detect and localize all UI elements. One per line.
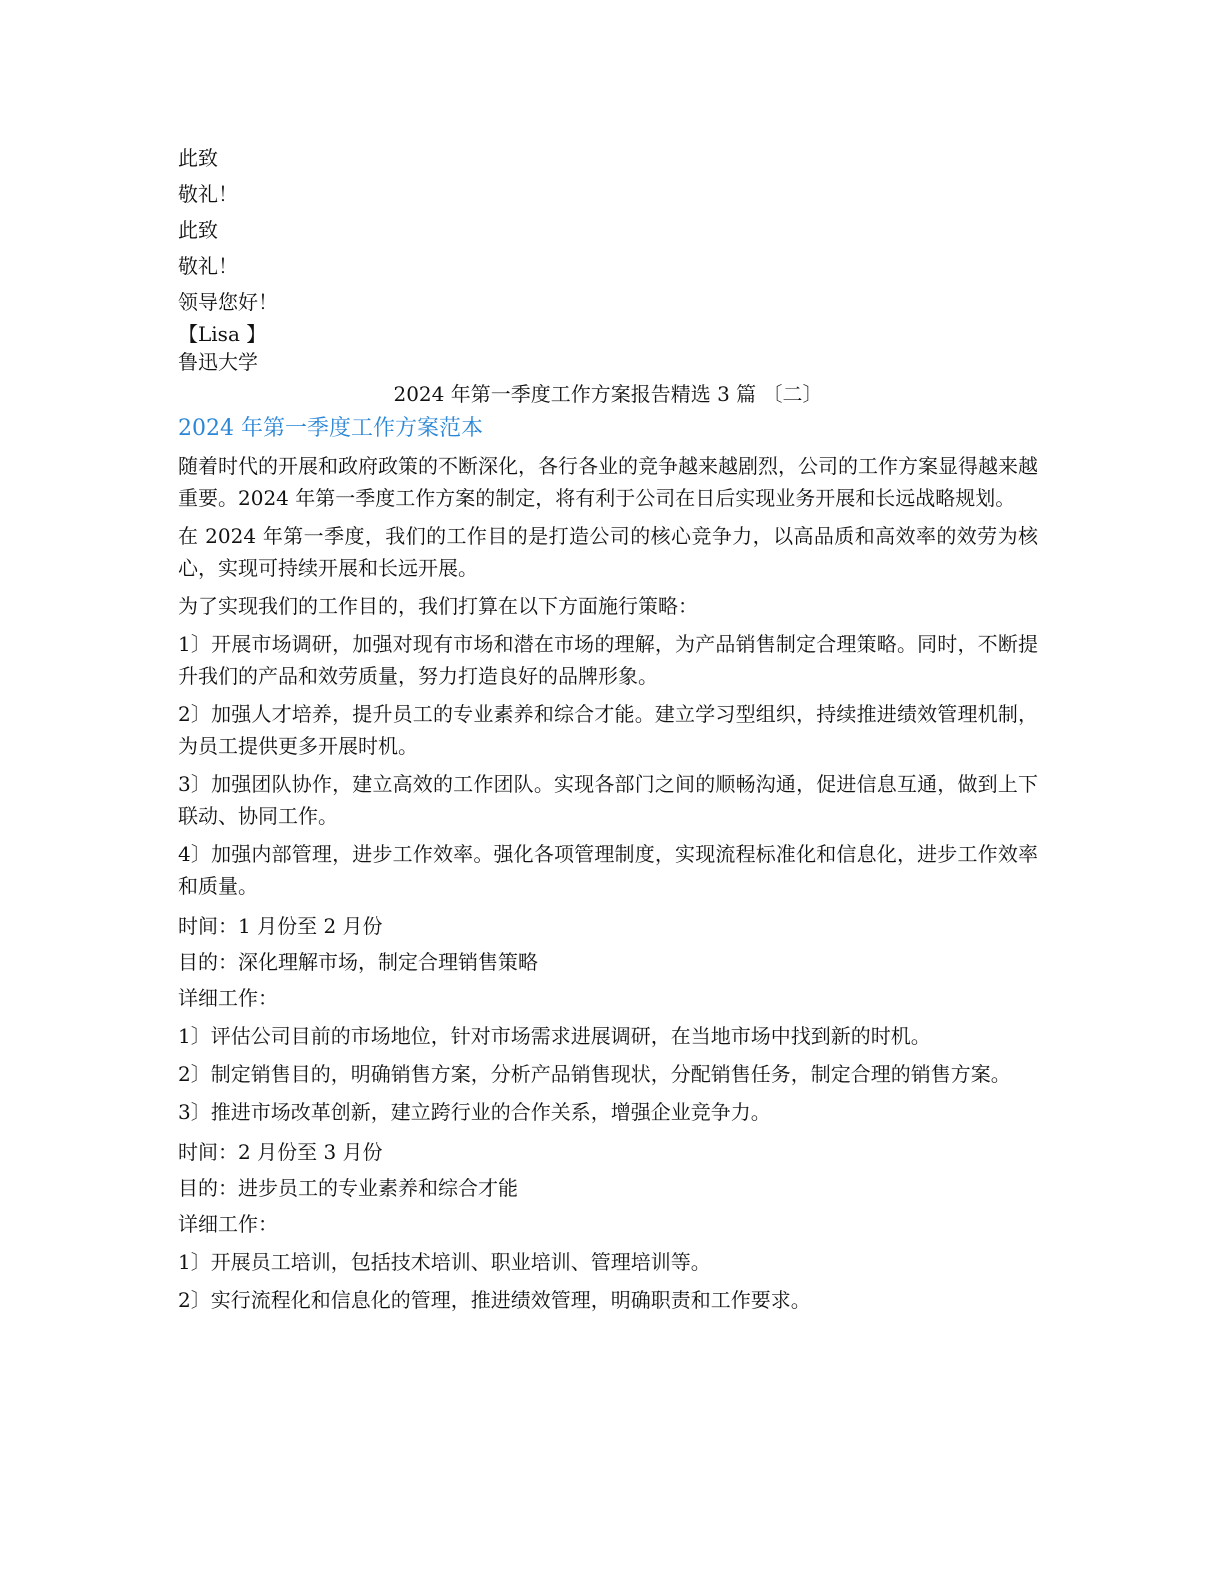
phase2-time: 时间：2 月份至 3 月份	[178, 1140, 383, 1164]
document-page	[178, 140, 1038, 1322]
phase1-item-1: 1〕评估公司目前的市场地位，针对市场需求进展调研，在当地市场中找到新的时机。	[178, 1024, 931, 1048]
phase1-item-2: 2〕制定销售目的，明确销售方案，分析产品销售现状，分配销售任务，制定合理的销售方案。	[178, 1062, 1011, 1086]
signature-org: 鲁迅大学	[178, 350, 258, 374]
closing-line-4: 敬礼！	[178, 254, 238, 278]
phase2-goal: 目的：进步员工的专业素养和综合才能	[178, 1176, 518, 1200]
phase1-item-3: 3〕推进市场改革创新，建立跨行业的合作关系，增强企业竞争力。	[178, 1100, 771, 1124]
closing-line-2: 敬礼！	[178, 182, 238, 206]
signature-name: 【Lisa 】	[178, 322, 267, 346]
closing-line-1: 此致	[178, 146, 218, 170]
closing-line-3: 此致	[178, 218, 218, 242]
intro-paragraph: 随着时代的开展和政府政策的不断深化，各行各业的竞争越来越剧烈，公司的工作方案显得越来越重要。2024 年第一季度工作方案的制定，将有利于公司在日后实现业务开展和长远战略规划。	[178, 454, 1038, 510]
phase2-detail-label: 详细工作：	[178, 1212, 278, 1236]
strategy-item-3: 3〕加强团队协作，建立高效的工作团队。实现各部门之间的顺畅沟通，促进信息互通，做到上下联动、协同工作。	[178, 772, 1038, 828]
strategy-item-4: 4〕加强内部管理，进步工作效率。强化各项管理制度，实现流程标准化和信息化，进步工作效率和质量。	[178, 842, 1038, 898]
document-title: 2024 年第一季度工作方案报告精选 3 篇 〔二〕	[393, 382, 823, 406]
phase1-detail-label: 详细工作：	[178, 986, 278, 1010]
phase1-goal: 目的：深化理解市场，制定合理销售策略	[178, 950, 538, 974]
strategy-item-2: 2〕加强人才培养，提升员工的专业素养和综合才能。建立学习型组织，持续推进绩效管理机制，为员工提供更多开展时机。	[178, 702, 1038, 758]
phase2-item-2: 2〕实行流程化和信息化的管理，推进绩效管理，明确职责和工作要求。	[178, 1288, 811, 1312]
strategy-intro: 为了实现我们的工作目的，我们打算在以下方面施行策略：	[178, 594, 698, 618]
phase1-time: 时间：1 月份至 2 月份	[178, 914, 383, 938]
greeting-line: 领导您好！	[178, 290, 278, 314]
section-heading: 2024 年第一季度工作方案范本	[178, 416, 483, 441]
strategy-item-1: 1〕开展市场调研，加强对现有市场和潜在市场的理解，为产品销售制定合理策略。同时，不断提升我们的产品和效劳质量，努力打造良好的品牌形象。	[178, 632, 1038, 688]
goal-paragraph: 在 2024 年第一季度，我们的工作目的是打造公司的核心竞争力，以高品质和高效率的效劳为核心，实现可持续开展和长远开展。	[178, 524, 1038, 580]
phase2-item-1: 1〕开展员工培训，包括技术培训、职业培训、管理培训等。	[178, 1250, 711, 1274]
